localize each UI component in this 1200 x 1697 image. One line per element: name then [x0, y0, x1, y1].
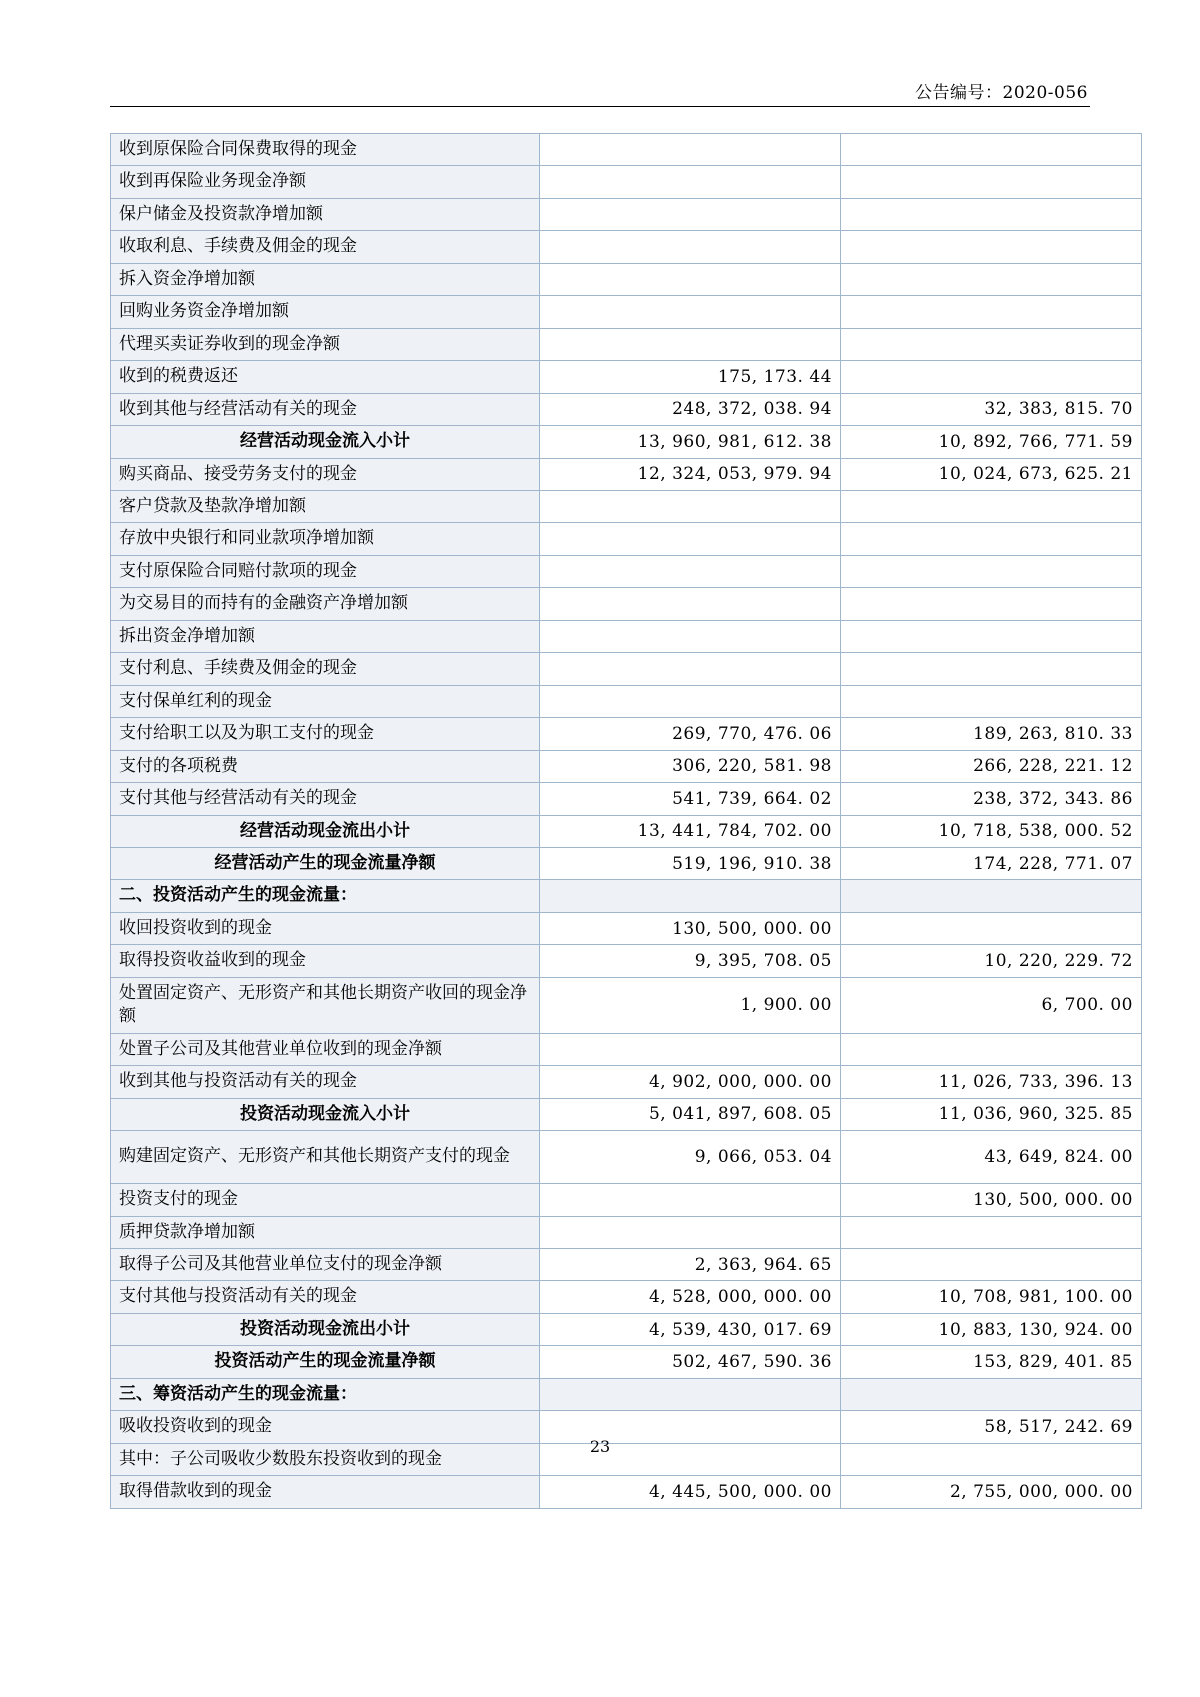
- row-value-current-period: [540, 166, 841, 198]
- row-label: 拆入资金净增加额: [111, 263, 540, 295]
- row-label: 支付其他与投资活动有关的现金: [111, 1281, 540, 1313]
- row-value-prior-period: [841, 328, 1142, 360]
- row-value-prior-period: [841, 166, 1142, 198]
- row-value-current-period: 12, 324, 053, 979. 94: [540, 458, 841, 490]
- row-value-prior-period: 153, 829, 401. 85: [841, 1346, 1142, 1378]
- row-value-prior-period: 11, 026, 733, 396. 13: [841, 1066, 1142, 1098]
- row-label: 代理买卖证券收到的现金净额: [111, 328, 540, 360]
- row-value-current-period: [540, 296, 841, 328]
- row-label: 支付利息、手续费及佣金的现金: [111, 653, 540, 685]
- table-row: [111, 393, 1142, 425]
- row-value-prior-period: 238, 372, 343. 86: [841, 783, 1142, 815]
- row-label: 购建固定资产、无形资产和其他长期资产支付的现金: [111, 1131, 540, 1184]
- row-value-current-period: [540, 490, 841, 522]
- row-value-prior-period: [841, 490, 1142, 522]
- row-value-current-period: 519, 196, 910. 38: [540, 847, 841, 879]
- table-row: [111, 945, 1142, 977]
- table-row: [111, 1313, 1142, 1345]
- table-row: [111, 1184, 1142, 1216]
- table-body: [111, 134, 1142, 1509]
- row-label: 处置固定资产、无形资产和其他长期资产收回的现金净额: [111, 977, 540, 1033]
- header-divider: [110, 106, 1090, 107]
- row-label: 质押贷款净增加额: [111, 1216, 540, 1248]
- row-value-current-period: 9, 066, 053. 04: [540, 1131, 841, 1184]
- row-value-current-period: 4, 539, 430, 017. 69: [540, 1313, 841, 1345]
- table-row: [111, 783, 1142, 815]
- table-row: [111, 588, 1142, 620]
- row-value-current-period: [540, 620, 841, 652]
- row-label: 购买商品、接受劳务支付的现金: [111, 458, 540, 490]
- row-value-prior-period: [841, 134, 1142, 166]
- row-value-prior-period: 10, 892, 766, 771. 59: [841, 426, 1142, 458]
- table-row: [111, 1378, 1142, 1410]
- row-label: 拆出资金净增加额: [111, 620, 540, 652]
- table-row: [111, 523, 1142, 555]
- row-value-prior-period: [841, 620, 1142, 652]
- row-label: 支付给职工以及为职工支付的现金: [111, 718, 540, 750]
- row-value-prior-period: 32, 383, 815. 70: [841, 393, 1142, 425]
- row-value-current-period: 4, 902, 000, 000. 00: [540, 1066, 841, 1098]
- row-value-prior-period: 43, 649, 824. 00: [841, 1131, 1142, 1184]
- row-value-prior-period: 6, 700. 00: [841, 977, 1142, 1033]
- table-row: [111, 296, 1142, 328]
- row-value-current-period: [540, 555, 841, 587]
- row-label: 收取利息、手续费及佣金的现金: [111, 231, 540, 263]
- row-value-prior-period: 174, 228, 771. 07: [841, 847, 1142, 879]
- table-row: [111, 685, 1142, 717]
- row-value-prior-period: [841, 198, 1142, 230]
- row-label: 取得投资收益收到的现金: [111, 945, 540, 977]
- table-row: [111, 1066, 1142, 1098]
- row-label: 收回投资收到的现金: [111, 912, 540, 944]
- row-value-current-period: [540, 588, 841, 620]
- row-label: 存放中央银行和同业款项净增加额: [111, 523, 540, 555]
- row-label: 客户贷款及垫款净增加额: [111, 490, 540, 522]
- row-label: 收到原保险合同保费取得的现金: [111, 134, 540, 166]
- table-row: [111, 1346, 1142, 1378]
- row-value-prior-period: 130, 500, 000. 00: [841, 1184, 1142, 1216]
- row-value-prior-period: [841, 263, 1142, 295]
- row-label: 取得借款收到的现金: [111, 1476, 540, 1508]
- table-row: [111, 328, 1142, 360]
- row-value-prior-period: [841, 1378, 1142, 1410]
- row-value-current-period: 502, 467, 590. 36: [540, 1346, 841, 1378]
- table-row: [111, 134, 1142, 166]
- row-value-current-period: 13, 960, 981, 612. 38: [540, 426, 841, 458]
- table-row: [111, 426, 1142, 458]
- row-value-current-period: 2, 363, 964. 65: [540, 1248, 841, 1280]
- row-label: 三、筹资活动产生的现金流量：: [111, 1378, 540, 1410]
- table-row: [111, 847, 1142, 879]
- row-value-prior-period: [841, 231, 1142, 263]
- table-row: [111, 1216, 1142, 1248]
- row-value-prior-period: [841, 880, 1142, 912]
- row-label: 收到的税费返还: [111, 361, 540, 393]
- row-label: 收到再保险业务现金净额: [111, 166, 540, 198]
- row-value-current-period: 4, 528, 000, 000. 00: [540, 1281, 841, 1313]
- row-value-prior-period: 11, 036, 960, 325. 85: [841, 1098, 1142, 1130]
- table-row: [111, 718, 1142, 750]
- row-label: 支付原保险合同赔付款项的现金: [111, 555, 540, 587]
- row-value-prior-period: [841, 523, 1142, 555]
- row-value-current-period: [540, 1033, 841, 1065]
- table-row: [111, 555, 1142, 587]
- row-label: 收到其他与经营活动有关的现金: [111, 393, 540, 425]
- row-label: 二、投资活动产生的现金流量：: [111, 880, 540, 912]
- row-value-prior-period: [841, 588, 1142, 620]
- row-value-prior-period: [841, 1216, 1142, 1248]
- table-row: [111, 620, 1142, 652]
- cash-flow-statement-table: [110, 133, 1142, 1509]
- table-row: [111, 166, 1142, 198]
- row-value-current-period: 5, 041, 897, 608. 05: [540, 1098, 841, 1130]
- row-value-prior-period: 10, 024, 673, 625. 21: [841, 458, 1142, 490]
- row-value-current-period: [540, 263, 841, 295]
- row-value-current-period: [540, 328, 841, 360]
- row-value-current-period: [540, 198, 841, 230]
- table-row: [111, 263, 1142, 295]
- row-label: 吸收投资收到的现金: [111, 1411, 540, 1443]
- table-row: [111, 1248, 1142, 1280]
- row-label: 收到其他与投资活动有关的现金: [111, 1066, 540, 1098]
- row-label: 经营活动现金流入小计: [111, 426, 540, 458]
- row-value-current-period: [540, 653, 841, 685]
- page-number: 23: [589, 1437, 611, 1456]
- row-value-current-period: [540, 1378, 841, 1410]
- row-value-current-period: 541, 739, 664. 02: [540, 783, 841, 815]
- row-value-current-period: 13, 441, 784, 702. 00: [540, 815, 841, 847]
- row-label: 支付的各项税费: [111, 750, 540, 782]
- row-value-prior-period: [841, 296, 1142, 328]
- table-row: [111, 1131, 1142, 1184]
- row-value-prior-period: [841, 1033, 1142, 1065]
- row-value-prior-period: [841, 685, 1142, 717]
- row-value-prior-period: [841, 1248, 1142, 1280]
- row-label: 保户储金及投资款净增加额: [111, 198, 540, 230]
- row-value-current-period: [540, 1184, 841, 1216]
- row-value-prior-period: 58, 517, 242. 69: [841, 1411, 1142, 1443]
- table-row: [111, 977, 1142, 1033]
- row-value-current-period: [540, 1216, 841, 1248]
- row-value-current-period: 269, 770, 476. 06: [540, 718, 841, 750]
- row-label: 支付保单红利的现金: [111, 685, 540, 717]
- row-label: 投资活动产生的现金流量净额: [111, 1346, 540, 1378]
- row-value-prior-period: 10, 220, 229. 72: [841, 945, 1142, 977]
- table-row: [111, 1033, 1142, 1065]
- row-value-current-period: [540, 231, 841, 263]
- row-label: 回购业务资金净增加额: [111, 296, 540, 328]
- row-label: 经营活动现金流出小计: [111, 815, 540, 847]
- row-value-current-period: 306, 220, 581. 98: [540, 750, 841, 782]
- row-value-current-period: 4, 445, 500, 000. 00: [540, 1476, 841, 1508]
- row-value-prior-period: 189, 263, 810. 33: [841, 718, 1142, 750]
- row-label: 为交易目的而持有的金融资产净增加额: [111, 588, 540, 620]
- row-value-current-period: 175, 173. 44: [540, 361, 841, 393]
- row-label: 投资活动现金流出小计: [111, 1313, 540, 1345]
- table-row: [111, 1098, 1142, 1130]
- table-row: [111, 750, 1142, 782]
- row-value-current-period: [540, 685, 841, 717]
- table-row: [111, 198, 1142, 230]
- table-row: [111, 231, 1142, 263]
- row-label: 经营活动产生的现金流量净额: [111, 847, 540, 879]
- row-label: 取得子公司及其他营业单位支付的现金净额: [111, 1248, 540, 1280]
- row-label: 投资活动现金流入小计: [111, 1098, 540, 1130]
- row-value-current-period: [540, 880, 841, 912]
- row-label: 支付其他与经营活动有关的现金: [111, 783, 540, 815]
- notice-number: 公告编号：2020-056: [915, 83, 1088, 103]
- row-value-prior-period: 10, 708, 981, 100. 00: [841, 1281, 1142, 1313]
- table-row: [111, 815, 1142, 847]
- table-row: [111, 361, 1142, 393]
- row-label: 其中：子公司吸收少数股东投资收到的现金: [111, 1443, 540, 1475]
- row-value-prior-period: 10, 883, 130, 924. 00: [841, 1313, 1142, 1345]
- table-row: [111, 490, 1142, 522]
- row-value-current-period: 1, 900. 00: [540, 977, 841, 1033]
- row-value-prior-period: 266, 228, 221. 12: [841, 750, 1142, 782]
- row-value-prior-period: [841, 912, 1142, 944]
- table-row: [111, 880, 1142, 912]
- table-row: [111, 1476, 1142, 1508]
- row-label: 投资支付的现金: [111, 1184, 540, 1216]
- table-row: [111, 1281, 1142, 1313]
- row-value-prior-period: 10, 718, 538, 000. 52: [841, 815, 1142, 847]
- row-value-prior-period: [841, 555, 1142, 587]
- row-value-current-period: 248, 372, 038. 94: [540, 393, 841, 425]
- table-row: [111, 458, 1142, 490]
- row-label: 处置子公司及其他营业单位收到的现金净额: [111, 1033, 540, 1065]
- row-value-current-period: [540, 523, 841, 555]
- row-value-prior-period: [841, 653, 1142, 685]
- table-row: [111, 912, 1142, 944]
- row-value-current-period: [540, 134, 841, 166]
- row-value-current-period: 130, 500, 000. 00: [540, 912, 841, 944]
- row-value-prior-period: [841, 361, 1142, 393]
- row-value-prior-period: 2, 755, 000, 000. 00: [841, 1476, 1142, 1508]
- table-row: [111, 653, 1142, 685]
- row-value-current-period: 9, 395, 708. 05: [540, 945, 841, 977]
